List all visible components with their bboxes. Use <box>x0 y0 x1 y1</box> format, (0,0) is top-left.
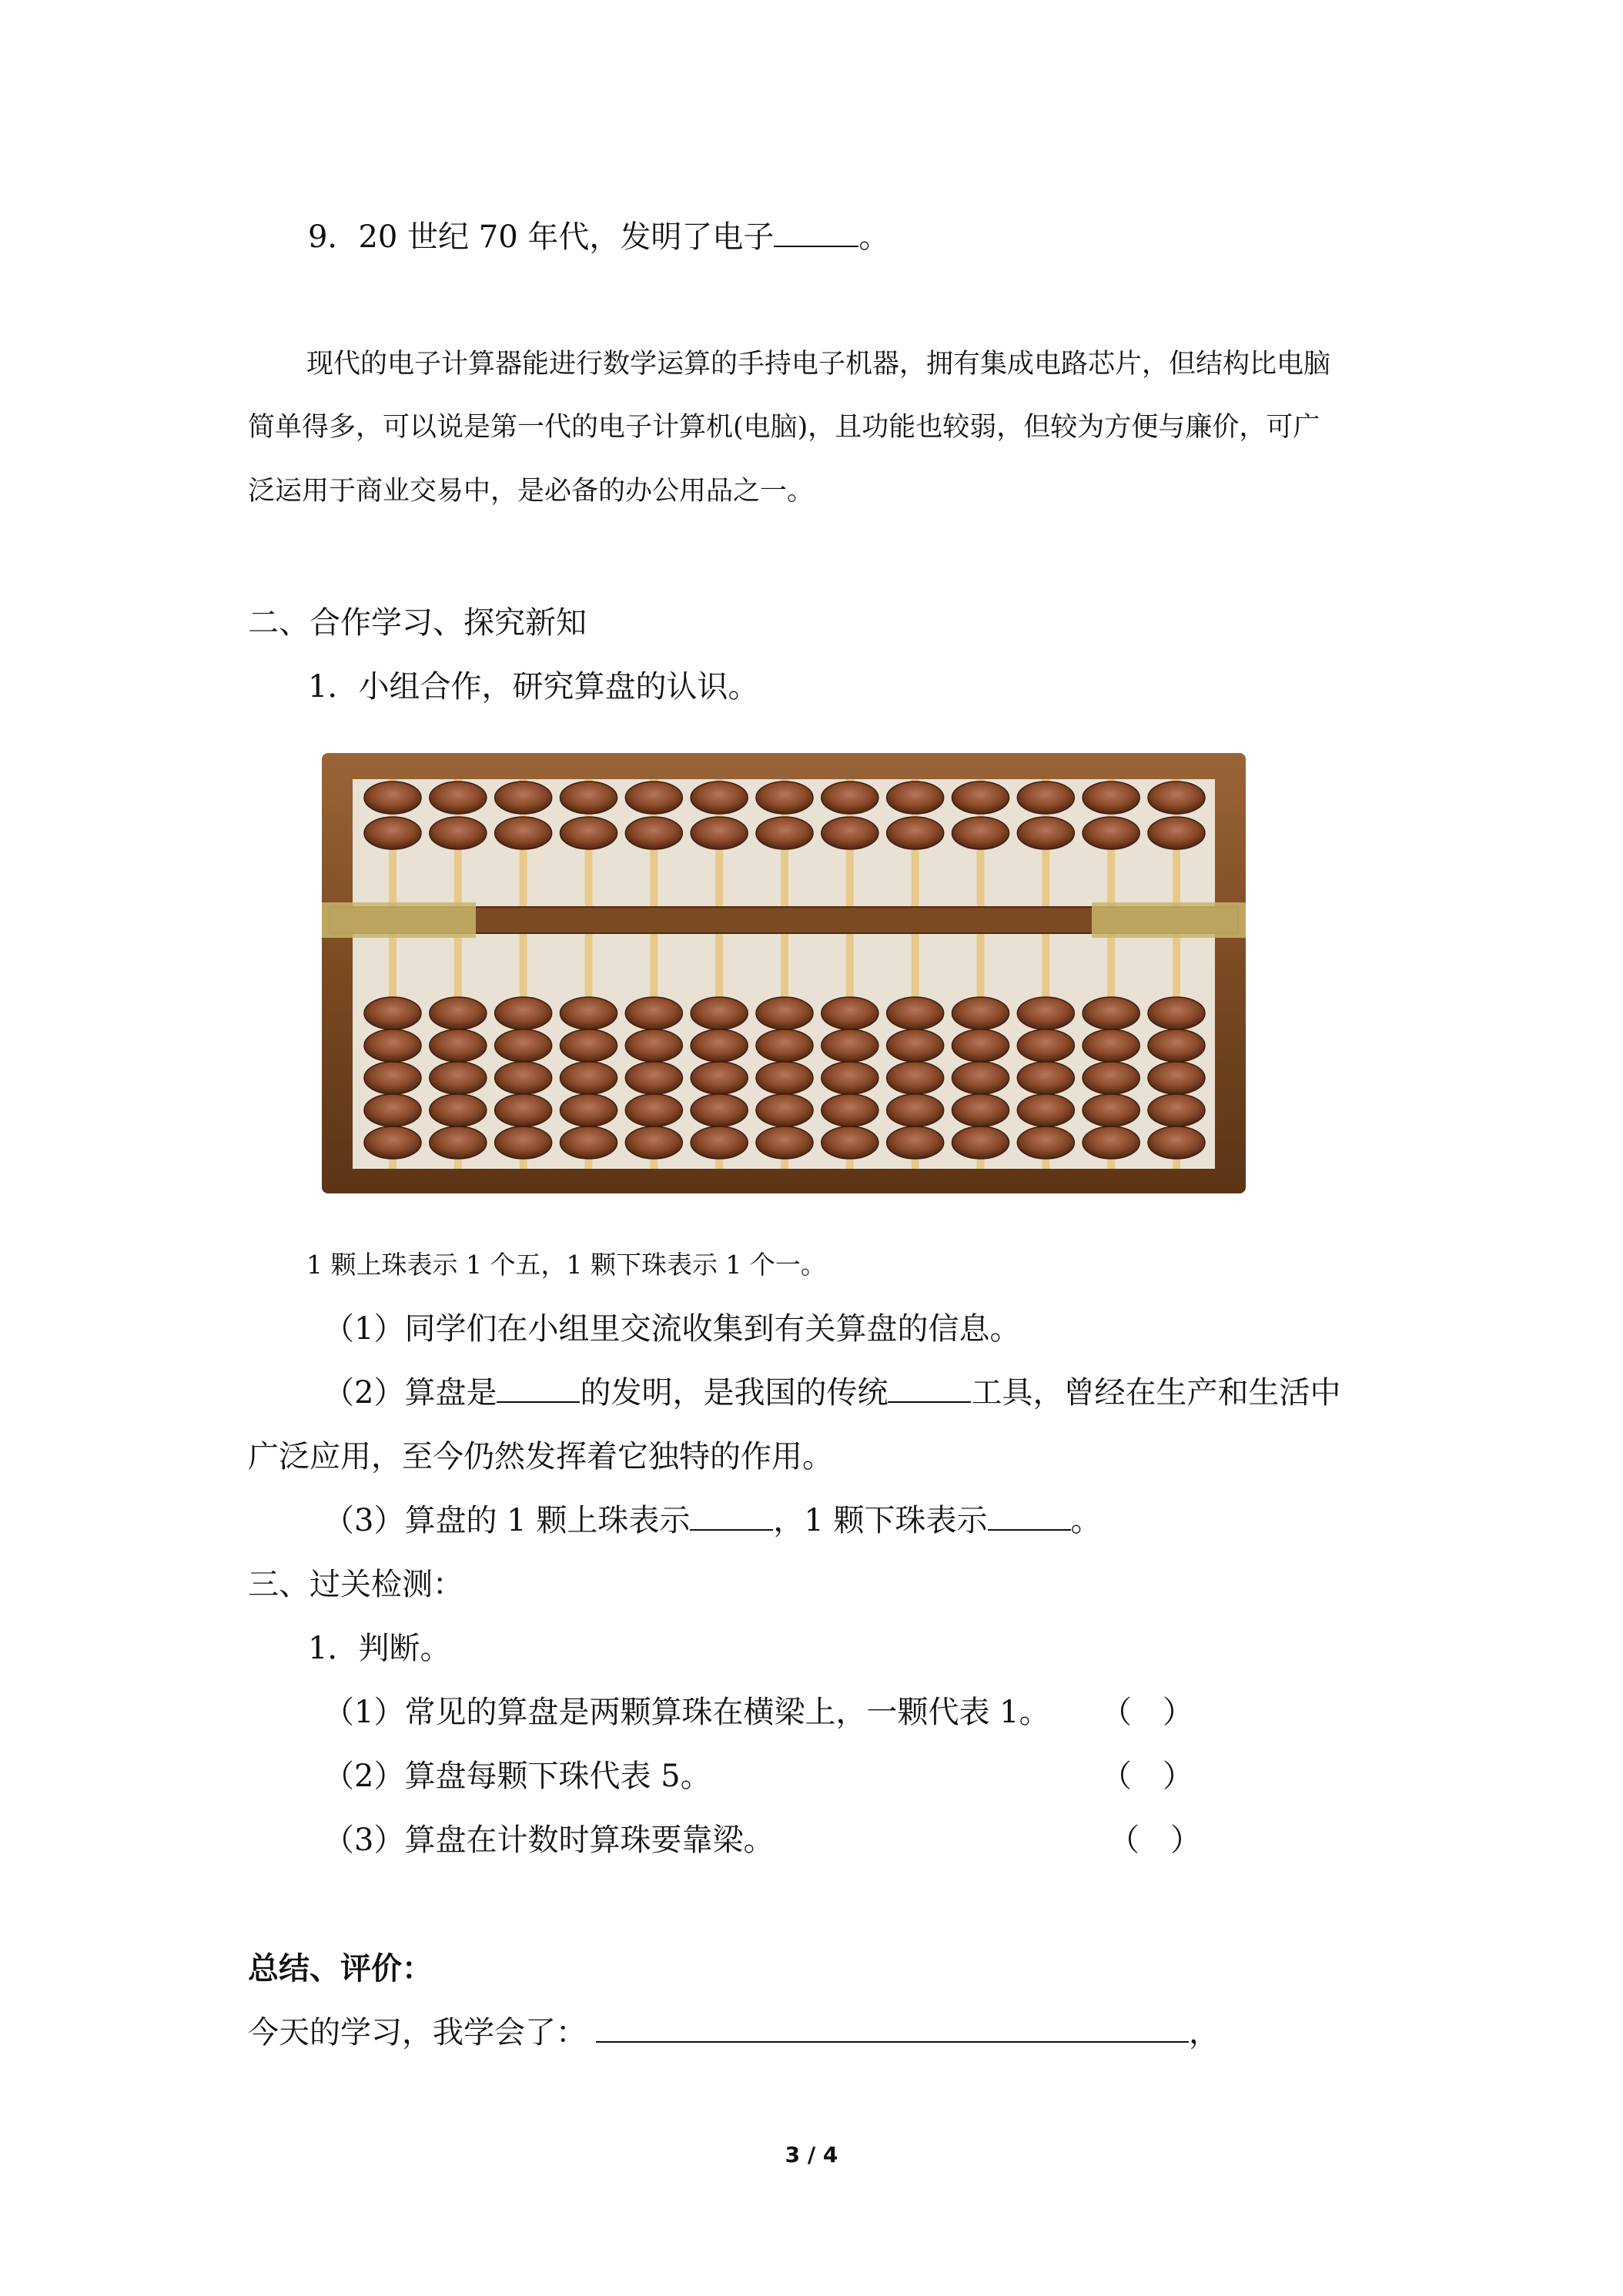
abacus-lower-bead <box>887 1126 944 1159</box>
abacus-lower-bead <box>430 1029 487 1062</box>
abacus-lower-bead <box>430 1094 487 1126</box>
beam-brass-left <box>322 902 476 938</box>
abacus-lower-bead <box>625 1094 682 1126</box>
beam-brass-right <box>1092 902 1246 938</box>
abacus-lower-bead <box>822 1029 878 1062</box>
abacus-upper-bead <box>952 782 1009 814</box>
abacus-lower-bead <box>495 1094 552 1126</box>
judge-answer-box-2[interactable]: （ ） <box>1101 1759 1193 1794</box>
abacus-lower-bead <box>364 997 421 1029</box>
abacus-lower-bead <box>822 1062 878 1094</box>
intro-line-1: 现代的电子计算器能进行数学运算的手持电子机器，拥有集成电路芯片，但结构比电脑 <box>306 349 1331 380</box>
judge-item-1: （1）常见的算盘是两颗算珠在横梁上，一颗代表 1。 <box>323 1695 1050 1730</box>
abacus-lower-bead <box>1148 1029 1205 1062</box>
sub-item-2-cont: 广泛应用，至今仍然发挥着它独特的作用。 <box>248 1439 833 1474</box>
abacus-lower-bead <box>625 1062 682 1094</box>
abacus-lower-bead <box>495 997 552 1029</box>
abacus-upper-bead <box>756 817 813 849</box>
abacus-lower-bead <box>887 1029 944 1062</box>
abacus-upper-bead <box>887 817 944 849</box>
sub-item-1: （1）同学们在小组里交流收集到有关算盘的信息。 <box>323 1311 1021 1347</box>
abacus-lower-bead <box>952 1094 1009 1126</box>
abacus-lower-bead <box>756 1029 813 1062</box>
sub-item-2 <box>323 1368 1340 1412</box>
abacus-lower-bead <box>495 1062 552 1094</box>
answer-blank[interactable] <box>690 1500 773 1531</box>
abacus-upper-bead <box>1017 817 1074 849</box>
abacus-lower-bead <box>561 1062 617 1094</box>
abacus-lower-bead <box>625 1126 682 1159</box>
abacus-lower-bead <box>822 1126 878 1159</box>
section-2-item-1: 1．小组合作，研究算盘的认识。 <box>308 669 759 705</box>
abacus-lower-bead <box>430 1062 487 1094</box>
abacus-lower-bead <box>822 1094 878 1126</box>
answer-blank[interactable] <box>774 216 858 247</box>
abacus-lower-bead <box>756 1062 813 1094</box>
abacus-upper-bead <box>1148 782 1205 814</box>
abacus-upper-bead <box>495 782 552 814</box>
abacus-upper-bead <box>756 782 813 814</box>
abacus-lower-bead <box>1148 1094 1205 1126</box>
abacus-lower-bead <box>625 997 682 1029</box>
answer-blank[interactable] <box>497 1372 580 1403</box>
judge-item-2: （2）算盘每颗下珠代表 5。 <box>323 1759 711 1794</box>
abacus-lower-bead <box>561 997 617 1029</box>
abacus-lower-bead <box>756 1126 813 1159</box>
abacus-lower-bead <box>364 1029 421 1062</box>
abacus-lower-bead <box>561 1126 617 1159</box>
abacus-lower-bead <box>756 997 813 1029</box>
abacus-caption: 1 颗上珠表示 1 个五，1 颗下珠表示 1 个一。 <box>306 1250 826 1280</box>
sub-item-2-part-c: 工具，曾经在生产和生活中 <box>971 1375 1341 1411</box>
abacus-upper-bead <box>430 817 487 849</box>
abacus-upper-bead <box>430 782 487 814</box>
abacus-upper-bead <box>625 782 682 814</box>
abacus-lower-bead <box>1017 997 1074 1029</box>
abacus-lower-bead <box>364 1126 421 1159</box>
abacus-lower-bead <box>1017 1062 1074 1094</box>
summary-line <box>248 2008 1220 2052</box>
abacus-lower-bead <box>756 1094 813 1126</box>
section-3-item-1: 1．判断。 <box>308 1631 451 1666</box>
abacus-lower-bead <box>691 997 748 1029</box>
abacus-lower-bead <box>495 1126 552 1159</box>
abacus-upper-bead <box>691 782 748 814</box>
question-9-suffix: 。 <box>858 219 890 255</box>
section-3-heading: 三、过关检测： <box>248 1567 463 1602</box>
sub-item-2-part-a: （2）算盘是 <box>323 1375 497 1411</box>
abacus-lower-bead <box>691 1062 748 1094</box>
abacus-lower-bead <box>822 997 878 1029</box>
abacus-lower-bead <box>952 997 1009 1029</box>
abacus-lower-bead <box>691 1126 748 1159</box>
abacus-upper-bead <box>1148 817 1205 849</box>
abacus-lower-bead <box>1083 1126 1139 1159</box>
abacus-lower-bead <box>1017 1029 1074 1062</box>
abacus-upper-bead <box>1083 782 1139 814</box>
abacus-lower-bead <box>430 997 487 1029</box>
abacus-lower-bead <box>430 1126 487 1159</box>
judge-item-3: （3）算盘在计数时算珠要靠梁。 <box>323 1822 775 1858</box>
judge-answer-box-1[interactable]: （ ） <box>1101 1695 1193 1730</box>
sub-item-3-part-c: 。 <box>1070 1503 1102 1538</box>
question-9-text: 9．20 世纪 70 年代，发明了电子 <box>308 219 775 255</box>
summary-line-text: 今天的学习，我学会了： <box>248 2015 587 2050</box>
abacus-lower-bead <box>691 1094 748 1126</box>
abacus-upper-bead <box>495 817 552 849</box>
abacus-upper-bead <box>364 782 421 814</box>
abacus-lower-bead <box>1017 1126 1074 1159</box>
abacus-upper-bead <box>1083 817 1139 849</box>
abacus-lower-bead <box>1083 997 1139 1029</box>
section-2-heading: 二、合作学习、探究新知 <box>248 605 587 641</box>
judge-answer-box-3[interactable]: （ ） <box>1109 1822 1201 1858</box>
abacus-upper-bead <box>691 817 748 849</box>
abacus-lower-bead <box>952 1029 1009 1062</box>
summary-answer-blank[interactable] <box>596 2012 1189 2043</box>
abacus-lower-bead <box>691 1029 748 1062</box>
sub-item-2-part-b: 的发明，是我国的传统 <box>580 1375 888 1411</box>
abacus-lower-bead <box>561 1029 617 1062</box>
answer-blank[interactable] <box>888 1372 971 1403</box>
sub-item-3-part-a: （3）算盘的 1 颗上珠表示 <box>323 1503 691 1538</box>
answer-blank[interactable] <box>988 1500 1071 1531</box>
sub-item-3-part-b: ，1 颗下珠表示 <box>773 1503 988 1538</box>
abacus-lower-bead <box>952 1062 1009 1094</box>
abacus-lower-bead <box>364 1062 421 1094</box>
summary-heading: 总结、评价： <box>248 1950 433 1986</box>
abacus-upper-bead <box>822 782 878 814</box>
abacus-image <box>322 753 1246 1193</box>
abacus-lower-bead <box>887 1062 944 1094</box>
intro-line-3: 泛运用于商业交易中，是必备的办公用品之一。 <box>248 476 815 507</box>
abacus-lower-bead <box>364 1094 421 1126</box>
summary-line-end: ， <box>1189 2015 1220 2050</box>
abacus-lower-bead <box>561 1094 617 1126</box>
page-number: 3 / 4 <box>785 2142 838 2167</box>
abacus-lower-bead <box>887 997 944 1029</box>
abacus-upper-bead <box>561 782 617 814</box>
abacus-upper-bead <box>822 817 878 849</box>
abacus-lower-bead <box>495 1029 552 1062</box>
sub-item-3 <box>323 1496 1102 1540</box>
abacus-lower-bead <box>625 1029 682 1062</box>
abacus-upper-bead <box>561 817 617 849</box>
abacus-upper-bead <box>887 782 944 814</box>
abacus-lower-bead <box>887 1094 944 1126</box>
abacus-lower-bead <box>1083 1094 1139 1126</box>
abacus-lower-bead <box>1148 997 1205 1029</box>
abacus-lower-bead <box>1083 1029 1139 1062</box>
abacus-lower-bead <box>952 1126 1009 1159</box>
abacus-upper-bead <box>1017 782 1074 814</box>
question-9 <box>308 213 889 256</box>
abacus-upper-bead <box>625 817 682 849</box>
abacus-lower-bead <box>1148 1062 1205 1094</box>
abacus-lower-bead <box>1148 1126 1205 1159</box>
abacus-upper-bead <box>364 817 421 849</box>
intro-line-2: 简单得多，可以说是第一代的电子计算机(电脑)，且功能也较弱，但较为方便与廉价，可广 <box>248 412 1320 443</box>
abacus-lower-bead <box>1017 1094 1074 1126</box>
abacus-lower-bead <box>1083 1062 1139 1094</box>
abacus-upper-bead <box>952 817 1009 849</box>
